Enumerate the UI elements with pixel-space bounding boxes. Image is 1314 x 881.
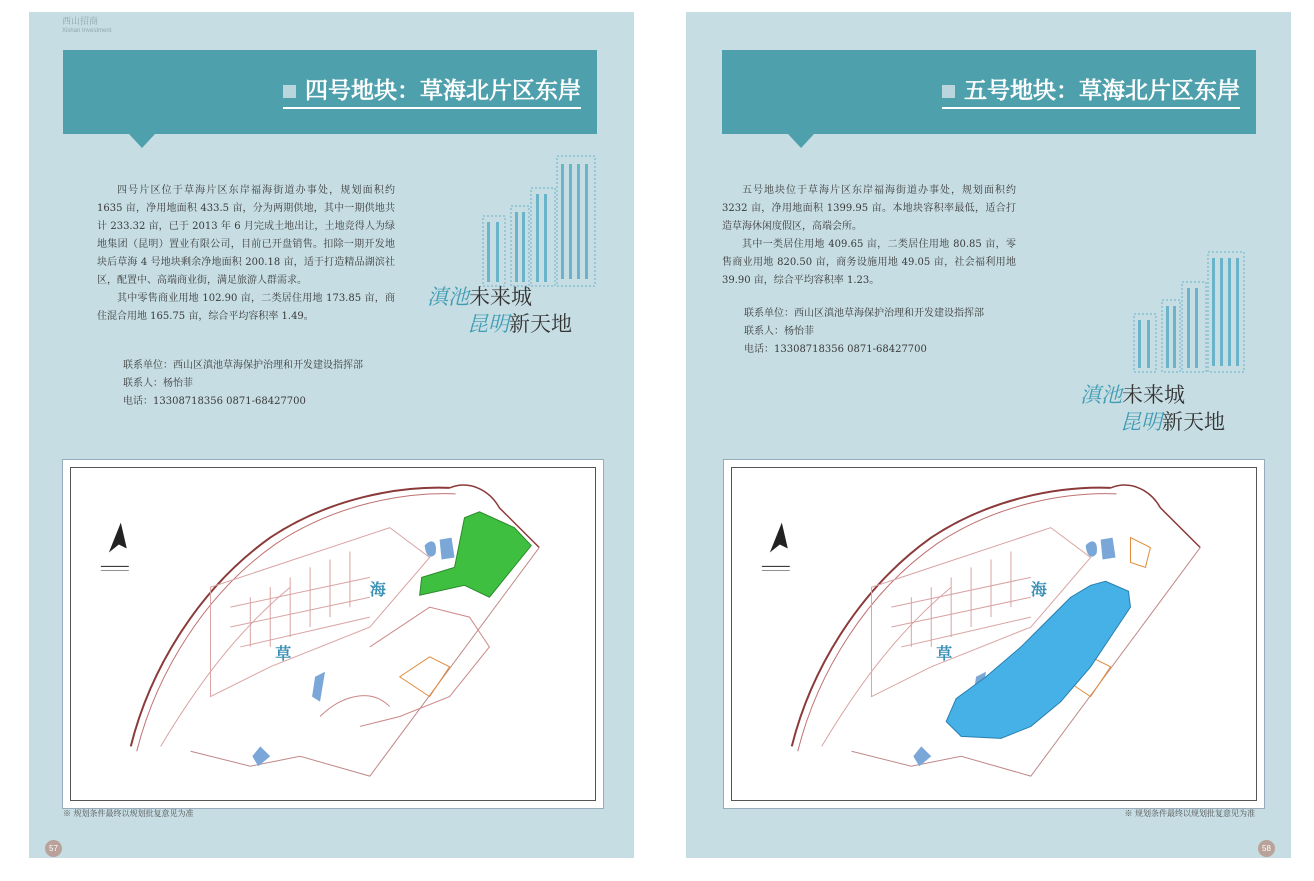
brand-name-en: Xishan Investment [62,28,112,34]
right-page [686,12,1291,858]
slogan [1080,382,1225,436]
description [722,182,1016,290]
page-title-text: 四号地块：草海北片区东岸 [305,78,581,104]
site-plan-drawing [732,468,1256,800]
contact-unit: 联系单位：西山区滇池草海保护治理和开发建设指挥部 [123,360,363,371]
banner-pointer [129,134,155,148]
north-arrow-icon [762,523,790,571]
map-label: 草 [936,643,953,663]
title-square-icon [942,85,955,98]
footnote: ※ 规划条件最终以规划批复意见为准 [63,809,194,818]
page-title [942,78,1240,109]
slogan [427,284,572,338]
page-number: 58 [1258,840,1275,857]
title-banner [63,50,597,134]
description [97,182,395,326]
slogan-part: 新天地 [509,312,572,336]
left-page [29,12,634,858]
contact-phone: 电话：13308718356 0871-68427700 [123,396,306,407]
building-illustration [1130,250,1250,390]
site-map [63,460,603,808]
map-label: 草 [275,643,292,663]
slogan-part: 昆明 [467,312,509,336]
highlighted-parcel [420,512,532,597]
map-label: 海 [369,580,386,600]
contact-person: 联系人：杨怡菲 [744,326,814,337]
brand-name-cn: 西山招商 [62,16,99,26]
slogan-part: 未来城 [1122,383,1185,407]
contact-block [123,357,363,411]
site-map [724,460,1264,808]
contact-block [744,305,984,359]
contact-person: 联系人：杨怡菲 [123,378,193,389]
map-label: 海 [1030,580,1047,600]
slogan-part: 昆明 [1120,410,1162,434]
paragraph: 其中零售商业用地 102.90 亩，二类居住用地 173.85 亩，商住混合用地 165.75 亩，综合平均容积率 1.49。 [97,293,395,322]
title-banner [722,50,1256,134]
slogan-part: 滇池 [427,285,469,309]
site-plan-drawing [71,468,595,800]
contact-unit: 联系单位：西山区滇池草海保护治理和开发建设指挥部 [744,308,984,319]
page-number: 57 [45,840,62,857]
paragraph: 五号地块位于草海片区东岸福海街道办事处，规划面积约 3232 亩，净用地面积 1399.95 亩。本地块容积率最低，适合打造草海休闲度假区，高端会所。 [722,185,1016,232]
banner-pointer [788,134,814,148]
page-title [283,78,581,109]
contact-phone: 电话：13308718356 0871-68427700 [744,344,927,355]
highlighted-parcel [946,581,1130,738]
paragraph: 其中一类居住用地 409.65 亩，二类居住用地 80.85 亩，零售商业用地 820.50 亩，商务设施用地 49.05 亩，社会福利用地 39.90 亩，综合平均容积率 1.23。 [722,239,1016,286]
title-square-icon [283,85,296,98]
paragraph: 四号片区位于草海片区东岸福海街道办事处，规划面积约 1635 亩，净用地面积 433.5 亩，分为两期供地，其中一期供地共计 233.32 亩，已于 2013 年 6 月完成土地出让，土地竞得人为绿地集团（昆明）置业有限公司，目前已开盘销售。扣除一期开发地块后草海 4 号地块剩余净地面积 200.18 亩，适于打造精品湖滨社区，配置中、高端商业街，满足旅游人群需求。 [97,185,395,286]
north-arrow-icon [101,523,129,571]
page-title-text: 五号地块：草海北片区东岸 [964,78,1240,104]
brand-logo [62,16,111,35]
slogan-part: 未来城 [469,285,532,309]
footnote: ※ 规划条件最终以规划批复意见为准 [1124,809,1255,818]
slogan-part: 滇池 [1080,383,1122,407]
slogan-part: 新天地 [1162,410,1225,434]
